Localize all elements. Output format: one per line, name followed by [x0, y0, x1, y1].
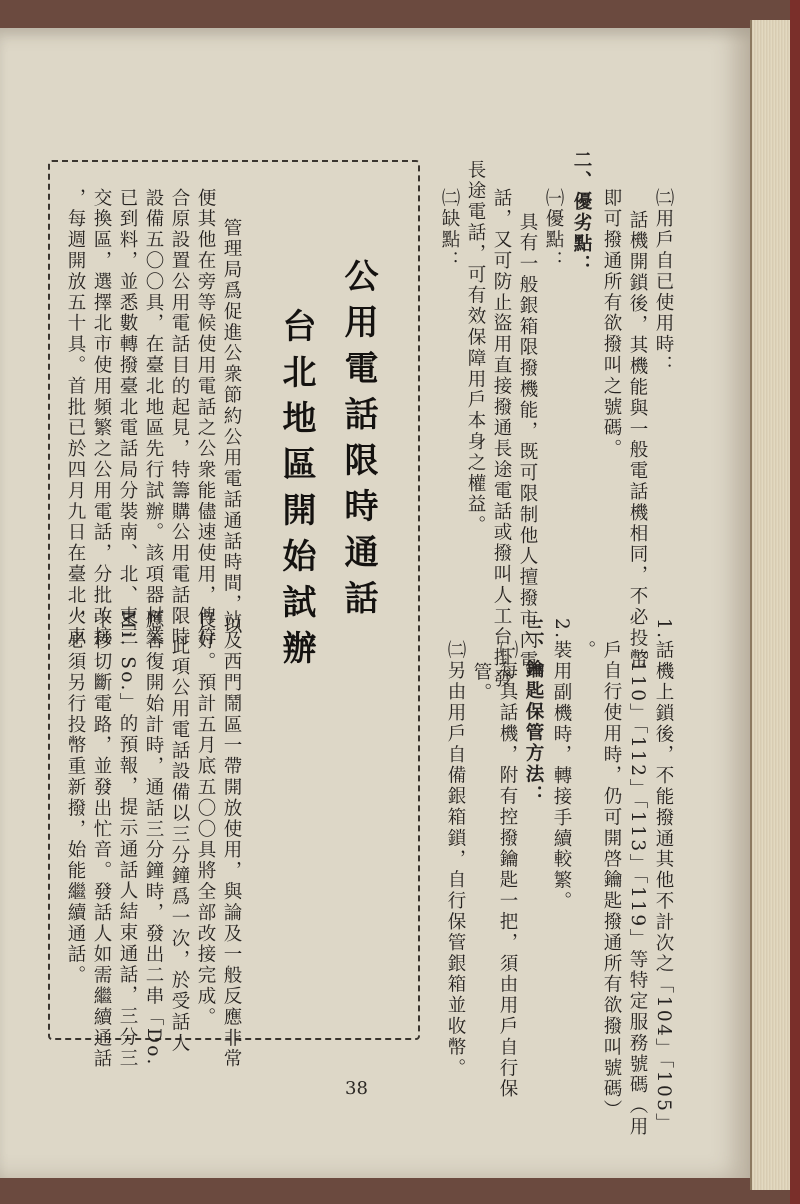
text-column: 「110」「112」「113」「119」等特定服務號碼（用 — [627, 640, 648, 1138]
text-column: 即可撥通所有欲撥叫之號碼。 — [601, 188, 622, 460]
text-column: 2.裝用副機時，轉接手續較繁。 — [551, 618, 572, 913]
text-column: 話機開鎖後，其機能與一般電話機相同，不必投幣 — [627, 210, 648, 670]
text-column: ㈠優點： — [543, 188, 564, 272]
article-column: 良好。預計五月底五〇〇具將全部改接完成。 — [195, 610, 216, 1028]
text-column: 具有一般銀箱限撥機能，既可限制他人擅撥市內電 — [517, 212, 538, 672]
text-column: 長途電話，可有效保障用戶本身之權益。 — [465, 160, 486, 537]
text-column: 1.話機上鎖後，不能撥通其他不計次之「104」「105」 — [653, 618, 674, 1135]
article-column: 站及西門鬧區一帶開放使用，與論及一般反應非常 — [221, 610, 242, 1070]
section-heading: 三、鑰匙保管方法： — [523, 618, 544, 807]
headline-sub: 台北地區開始試辦 — [276, 308, 316, 676]
article-column: 設備五〇〇具，在臺北地區先行試辦。該項器材業 — [143, 188, 164, 648]
article-column: ，每週開放五十具。首批已於四月九日在臺北火車 — [65, 188, 86, 648]
text-column: ㈡用戶自已使用時： — [653, 188, 674, 377]
article-column: 交換區，選擇北市使用頻繁之公用電話，分批改接 — [91, 188, 112, 648]
article-column: 應答復開始計時，通話三分鐘時，發出二串「Do. — [143, 610, 164, 1067]
text-column: 話，又可防止盜用直接撥通長途電話或撥叫人工台掛發 — [491, 188, 512, 690]
article-column: 此項公用電話設備以三分鐘爲一次，於受話人 — [169, 636, 190, 1054]
book-binding — [790, 0, 800, 1204]
text-column: 戶自行使用時，仍可開啓鑰匙撥通所有欲撥叫號碼） — [601, 640, 622, 1121]
article-column: 十秒切斷電路，並發出忙音。發話人如需繼續通話 — [91, 610, 112, 1070]
article-column: 便其他在旁等候使用電話之公衆能儘速使用，俾符 — [195, 188, 216, 648]
text-column: ㈡缺點： — [439, 188, 460, 272]
article-column: Mi. So.」的預報，提示通話人結束通話，三分三 — [117, 610, 138, 1069]
article-column: ，必須另行投幣重新撥，始能繼續通話。 — [65, 610, 86, 987]
text-column: ㈠每具話機，附有控撥鑰匙一把，須由用戶自行保 — [497, 640, 518, 1100]
article-column: 管理局爲促進公衆節約公用電話通話時間，以 — [221, 218, 242, 636]
article-column: 合原設置公用電話目的起見，特籌購公用電話限時 — [169, 188, 190, 648]
page-number: 38 — [345, 1078, 368, 1099]
text-column: 。 — [575, 640, 596, 661]
text-column: ㈡另由用戶自備銀箱鎖，自行保管銀箱並收幣。 — [445, 640, 466, 1079]
text-column: 管。 — [471, 662, 492, 704]
article-column: 已到料，並悉數轉撥臺北電話局分裝南、北、東三 — [117, 188, 138, 648]
headline: 公用電話限時通話 — [338, 258, 378, 626]
section-heading: 二、優劣點： — [571, 150, 592, 276]
